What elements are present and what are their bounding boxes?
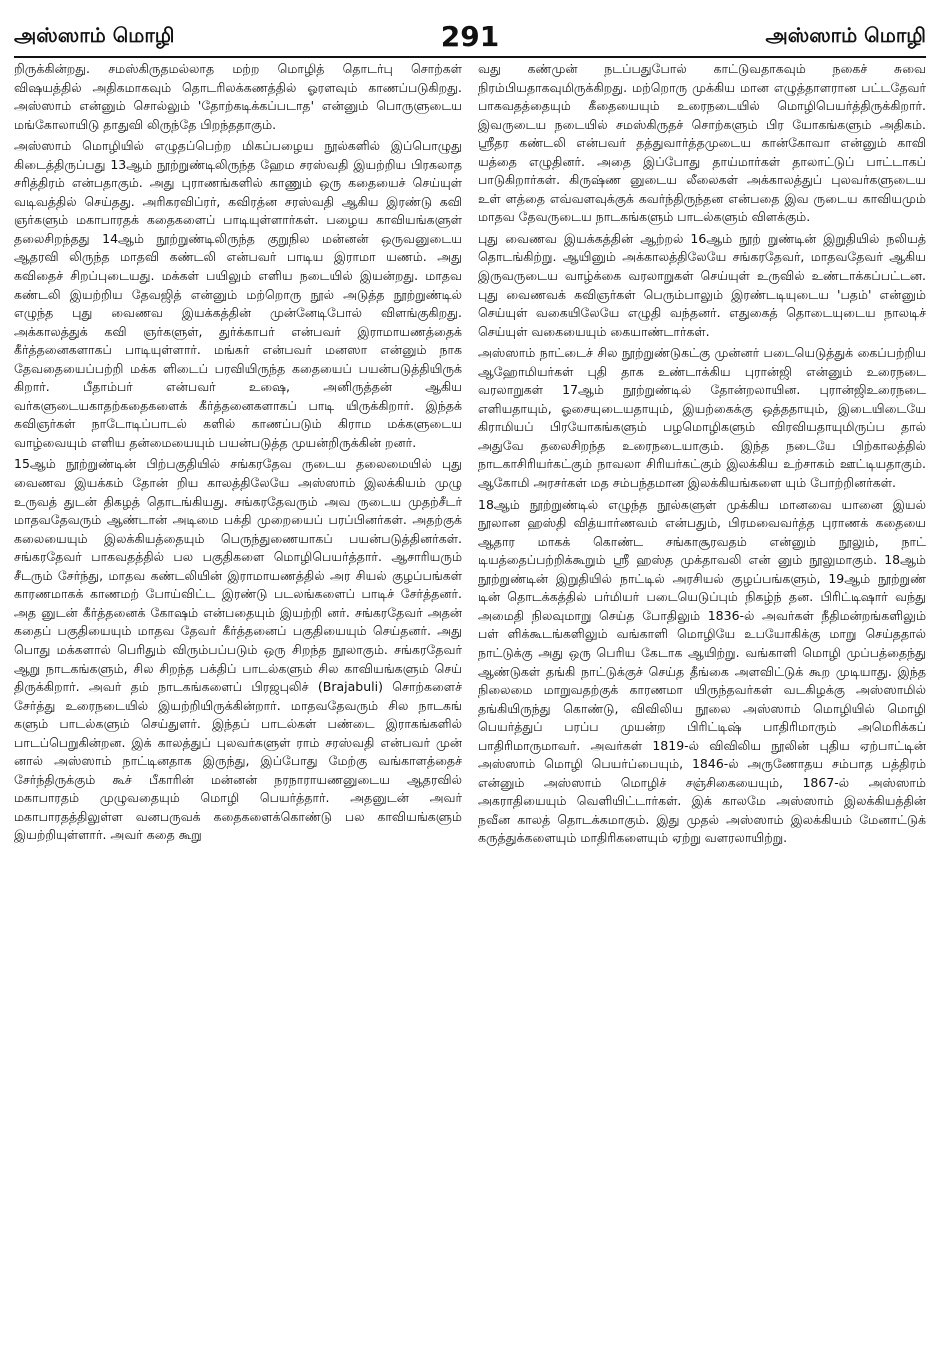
paragraph: றிருக்கின்றது. சமஸ்கிருதமல்லாத மற்ற மொழித் தொடர்பு சொற்கள் விஷயத்தில் அதிகமாகவும் தொடரிலக்கணத்தில் ஓரளவும் காணப்படுகிறது. அஸ்ஸாம் என்னும் சொல்லும் 'தோற்கடிக்கப்படாத' என்னும் பொருளுடைய மங்கோலாயிடு தாதுவி லிருந்தே பிறந்ததாகும்.	[14, 61, 462, 132]
left-column	[14, 60, 462, 1346]
right-column	[478, 60, 926, 1346]
page-header	[14, 6, 926, 58]
column-gutter	[470, 60, 471, 1346]
page-number: 291	[440, 20, 500, 53]
paragraph: வது கண்முன் நடப்பதுபோல் காட்டுவதாகவும் நகைச் சுவை நிரம்பியதாகவுமிருக்கிறது. மற்றொரு முக்கிய மான எழுத்தாளரான பட்டதேவர் பாகவதத்தையும் கீதையையும் உரைநடையில் மொழிபெயர்த்திருக்கிறார். இவருடைய நடையில் சமஸ்கிருதச் சொற்களும் பிர யோகங்களும் அதிகம். ஸ்ரீதர கண்டலி என்பவர் தத்துவார்த்தமுடைய கான்கோவா என்னும் காவி யத்தை எழுதினர். அதை இப்போது தாய்மார்கள் தாலாட்டுப் பாட்டாகப் பாடுகிறார்கள். கிருஷ்ண னுடைய லீலைகள் அக்காலத்துப் புலவர்களுடைய உள் ளத்தை எவ்வளவுக்குக் கவர்ந்திருந்தன என்பதை இவ ருடைய காவியமும் மாதவ தேவருடைய நாடகங்களும் பாடல்களும் விளக்கும்.	[478, 61, 926, 225]
running-head-left: அஸ்ஸாம் மொழி	[14, 23, 175, 47]
paragraph: 18ஆம் நூற்றுண்டில் எழுந்த நூல்களுள் முக்கிய மானவை யானை இயல் நூலான ஹஸ்தி வித்யார்ணவம் என்பதும், பிரமவைவர்த்த புராணக் கதையை ஆதார மாகக் கொண்ட சங்காசூரவதம் என்னும் நூலும், நாட் டியத்தைப்பற்றிக்கூறும் ஸ்ரீ ஹஸ்த முக்தாவலி என் னும் நூலுமாகும். 18ஆம் நூற்றுண்டின் இறுதியில் நாட்டில் அரசியல் குழப்பங்களும், 19ஆம் நூற்றுண் டின் தொடக்கத்தில் பர்மியர் படையெடுப்பும் நிகழ்ந் தன. பிரிட்டிஷார் வந்து அமைதி நிலவுமாறு செய்த போதிலும் 1836-ல் அவர்கள் நீதிமன்றங்களிலும் பள் ளிக்கூடங்களிலும் வங்காளி மொழியே உபயோகிக்கு மாறு செய்ததால் நாட்டுக்கு அது ஒரு பெரிய கேடாக ஆயிற்று. வங்காளி மொழி முப்பத்தைந்து ஆண்டுகள் தங்கி நாட்டுக்குச் செய்த தீங்கை அளவிட்டுக் கூற முடியாது. இந்த நிலைமை மாறுவதற்குக் காரணமா யிருந்தவர்கள் வடகிழக்கு அஸ்ஸாமில் தங்கியிருந்து கொண்டு, விவிலிய நூலை அஸ்ஸாம் மொழியில் மொழி பெயர்த்துப் பரப்ப முயன்ற பிரிட்டிஷ் பாதிரிமாரும் அமெரிக்கப் பாதிரிமாருமாவர். அவர்கள் 1819-ல் விவிலிய நூலின் புதிய ஏற்பாட்டின் அஸ்ஸாம் மொழி பெயர்ப்பையும், 1846-ல் அருணோதய சம்பாத பத்திரம் என்னும் அஸ்ஸாம் மொழிச் சஞ்சிகையையும், 1867-ல் அஸ்ஸாம் அகராதியையும் வெளியிட்டார்கள். இக் காலமே அஸ்ஸாம் இலக்கியத்தின் நவீன காலத் தொடக்கமாகும். இது முதல் அஸ்ஸாம் இலக்கியம் மேனாட்டுக் கருத்துக்களையும் மாதிரிகளையும் ஏற்று வளரலாயிற்று.	[478, 496, 926, 846]
paragraph: அஸ்ஸாம் நாட்டைச் சில நூற்றுண்டுகட்கு முன்னர் படையெடுத்துக் கைப்பற்றிய ஆஹோமியர்கள் புதி தாக உண்டாக்கிய புரான்ஜி என்னும் உரைநடை வரலாறுகள் 17ஆம் நூற்றுண்டில் தோன்றலாயின. புரான்ஜிஉரைநடை எளியதாயும், ஓசையுடையதாயும், இயற்கைக்கு ஒத்ததாயும், இடையிடையே கிராமியப் பிரயோகங்களும் பழமொழிகளும் விரவியதாயுமிருப்ப தால் அதுவே தலைசிறந்த உரைநடையாகும். இந்த நடையே பிற்காலத்தில் நாடகாசிரியர்கட்கும் நாவலா சிரியர்கட்கும் இலக்கிய உற்சாகம் ஊட்டியதாகும். ஆகோமி அரசர்கள் மத சம்பந்தமான இலக்கியங்களை யும் போற்றினர்கள்.	[478, 345, 926, 491]
text-columns	[14, 60, 926, 1346]
paragraph: 15ஆம் நூற்றுண்டின் பிற்பகுதியில் சங்கரதேவ ருடைய தலைமையில் புது வைணவ இயக்கம் தோன் றிய காலத்திலேயே அஸ்ஸாம் இலக்கியம் முழு உருவத் துடன் திகழத் தொடங்கியது. சங்கரதேவரும் அவ ருடைய முதற்சீடர் மாதவதேவரும் ஆண்டான் அடிமை பக்தி முறையைப் பரப்பினர்கள். அதற்குக் கலையையும் இலக்கியத்தையும் பெருந்துணையாகப் பயன்படுத்தினர்கள். சங்கரதேவர் பாகவதத்தில் பல பகுதிகளை மொழிபெயர்த்தார். ஆசாரியரும் சீடரும் சேர்ந்து, மாதவ கண்டலியின் இராமாயணத்தில் அர சியல் குழப்பங்கள் காரணமாகக் காணமற் போய்விட்ட இரண்டு படலங்களைப் பாடிச் சேர்த்தனர். அத னுடன் கீர்த்தனைக் கோஷம் என்பதையும் இயற்றி னர். சங்கரதேவர் அதன் கதைப் பகுதியையும் மாதவ தேவர் கீர்த்தனைப் பகுதியையும் செய்தனர். அது பொது மக்களால் பெரிதும் விரும்பப்படும் ஒரு சிறந்த நூலாகும். சங்கரதேவர் ஆறு நாடகங்களும், சில சிறந்த பக்திப் பாடல்களும் சில காவியங்களும் செய் திருக்கிறார். அவர் தம் நாடகங்களைப் பிரஜபுலிச் (Brajabuli) சொற்களைச் சேர்த்து உரைநடையில் இயற்றியிருக்கின்றார். மாதவதேவரும் சில நாடகங் களும் பாடல்களும் செய்துளர். இந்தப் பாடல்கள் பண்டை இராகங்களில் பாடப்பெறுகின்றன. இக் காலத்துப் புலவர்களுள் ராம் சரஸ்வதி என்பவர் முன் னால் அஸ்ஸாம் நாட்டினதாக இருந்து, இப்போது மேற்கு வங்காளத்தைச் சேர்ந்திருக்கும் கூச் பீகாரின் மன்னன் நரநாராயணனுடைய ஆதரவில் மகாபாரதம் முழுவதையும் மொழி பெயர்த்தார். அதனுடன் அவர் மகாபாரதத்திலுள்ள வனபருவக் கதைகளைக்கொண்டு பல காவியங்களும் இயற்றியுள்ளார். அவர் கதை கூறு	[14, 456, 462, 843]
running-head-right: அஸ்ஸாம் மொழி	[765, 23, 926, 47]
paragraph: அஸ்ஸாம் மொழியில் எழுதப்பெற்ற மிகப்பழைய நூல்களில் இப்பொழுது கிடைத்திருப்பது 13ஆம் நூற்றுண்டிலிருந்த ஹேம சரஸ்வதி இயற்றிய பிரகலாத சரித்திரம் என்பதாகும். அது புராணங்களில் காணும் ஒரு கதையைச் செய்யுள் வடிவத்தில் செய்தது. அரிகரவிப்ரர், கவிரத்ன சரஸ்வதி ஆகிய இரண்டு கவி ஞர்களும் மகாபாரதக் கதைகளைப் பாடியுள்ளார்கள். பழைய காவியங்களுள் தலைசிறந்தது 14ஆம் நூற்றுண்டிலிருந்த குறுநில மன்னன் ஒருவனுடைய ஆதரவி லிருந்த மாதவி கண்டலி என்பவர் பாடிய இராமா யணம். அது கவிதைச் சிறப்புடையது. மக்கள் பயிலும் எளிய நடையில் இயன்றது. மாதவ கண்டலி இயற்றிய தேவஜித் என்னும் மற்றொரு நூல் அடுத்த நூற்றுண்டில் எழுந்த புது வைணவ இயக்கத்தின் முன்னேடிபோல் விளங்குகிறது. அக்காலத்துக் கவி ஞர்களுள், துர்க்காபர் என்பவர் இராமாயணத்தைக் கீர்த்தனைகளாகப் பாடியுள்ளார். மங்கர் என்பவர் மனஸா என்னும் நாக தேவதையைப்பற்றி மக்க ளிடைப் பரவியிருந்த கதையைப் பயன்படுத்தியிருக் கிறார். பீதாம்பர் என்பவர் உஷை, அனிருத்தன் ஆகிய வர்களுடையகாதற்கதைகளைக் கீர்த்தனைகளாகப் பாடி யிருக்கிறார். இந்தக் கவிஞர்கள் நாடோடிப்பாடல் களில் காணப்படும் கிராம மக்களுடைய வாழ்வையும் எளிய தன்மையையும் பயன்படுத்த முயன்றிருக்கின் றனர்.	[14, 138, 462, 450]
paragraph: புது வைணவ இயக்கத்தின் ஆற்றல் 16ஆம் நூற் றுண்டின் இறுதியில் நலியத் தொடங்கிற்று. ஆயினும் அக்காலத்திலேயே சங்கரதேவர், மாதவதேவர் ஆகிய இருவருடைய வாழ்க்கை வரலாறுகள் செய்யுள் உருவில் உண்டாக்கப்பட்டன. புது வைணவக் கவிஞர்கள் பெரும்பாலும் இரண்டடியுடைய 'பதம்' என்னும் செய்யுள் வகையிலேயே எழுதி வந்தனர். எதுகைத் தொடையுடைய நாலடிச் செய்யுள் வகையையும் கையாண்டார்கள்.	[478, 230, 926, 339]
